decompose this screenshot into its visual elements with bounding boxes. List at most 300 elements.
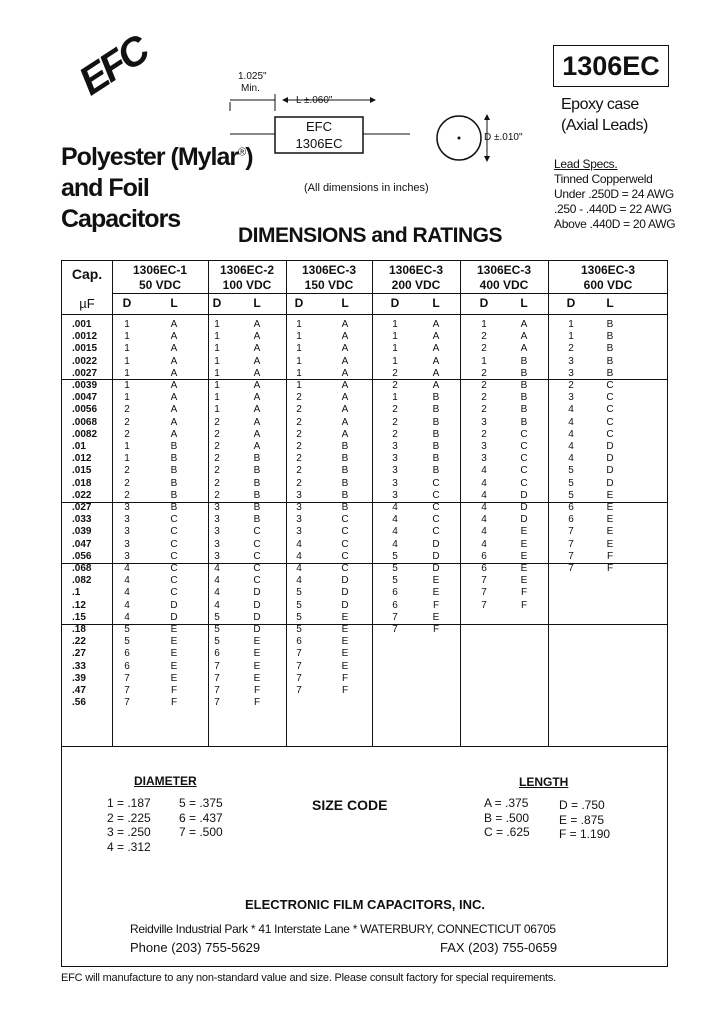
length-code: D (606, 477, 614, 489)
diameter-code: 1 (214, 343, 220, 355)
capacitance-value: .015 (72, 465, 92, 477)
series-voltage-header: 400 VDC (479, 278, 529, 292)
length-code: E (341, 611, 349, 623)
length-code: C (606, 380, 614, 392)
lead-specs-title: Lead Specs. (554, 157, 618, 171)
diameter-code: 3 (392, 453, 398, 465)
length-code: D (253, 624, 261, 636)
diameter-code: 2 (296, 392, 302, 404)
diameter-code: 3 (296, 489, 302, 501)
page-title-line-2: and Foil (61, 174, 149, 202)
diameter-code: 4 (214, 587, 220, 599)
diameter-code: 6 (124, 660, 130, 672)
diameter-code: 7 (568, 538, 574, 550)
length-tolerance-label: L ±.060" (296, 95, 333, 106)
length-code: F (253, 685, 261, 697)
diameter-code: 2 (124, 465, 130, 477)
diameter-code: 1 (296, 355, 302, 367)
length-code: B (432, 416, 440, 428)
capacitance-value: .0056 (72, 404, 98, 416)
length-code: D (606, 465, 614, 477)
length-code: F (170, 685, 178, 697)
capacitance-value: .0027 (72, 367, 98, 379)
length-code: B (520, 404, 528, 416)
length-code: C (170, 575, 178, 587)
length-code: B (606, 343, 614, 355)
diameter-code: 5 (392, 550, 398, 562)
diameter-code: 1 (124, 380, 130, 392)
length-code: B (170, 441, 178, 453)
l-header: L (341, 296, 349, 310)
diameter-code: 1 (568, 331, 574, 343)
diameter-code: 1 (481, 319, 487, 330)
diameter-code: 2 (296, 465, 302, 477)
length-code-column (330, 319, 360, 697)
capacitance-value: .022 (72, 489, 92, 501)
diameter-code: 4 (392, 502, 398, 514)
diameter-code: 3 (296, 526, 302, 538)
length-code: C (520, 465, 528, 477)
length-code: F (170, 697, 178, 709)
lead-spec-line: Under .250D = 24 AWG (554, 187, 674, 201)
diameter-code: 2 (392, 380, 398, 392)
length-code: C (170, 514, 178, 526)
length-code: C (253, 550, 261, 562)
diameter-code: 3 (568, 392, 574, 404)
length-code-column (421, 319, 451, 636)
length-code: B (520, 392, 528, 404)
subtitle-axial: (Axial Leads) (561, 117, 648, 134)
length-code: E (253, 660, 261, 672)
length-code: E (170, 672, 178, 684)
capacitance-value: .15 (72, 611, 86, 623)
length-code: A (341, 331, 349, 343)
section-heading: DIMENSIONS and RATINGS (238, 224, 502, 247)
length-code: F (606, 563, 614, 575)
length-code: B (253, 514, 261, 526)
company-fax: FAX (203) 755-0659 (440, 940, 558, 955)
length-code: E (170, 624, 178, 636)
diameter-code: 1 (124, 392, 130, 404)
length-code: A (520, 331, 528, 343)
diameter-code: 2 (392, 404, 398, 416)
length-code: C (253, 563, 261, 575)
diameter-code: 2 (392, 416, 398, 428)
diameter-code: 3 (214, 502, 220, 514)
diameter-code: 6 (214, 648, 220, 660)
length-code: A (253, 416, 261, 428)
length-code: D (253, 611, 261, 623)
diameter-code: 3 (124, 550, 130, 562)
diameter-code: 5 (214, 624, 220, 636)
length-code: B (170, 453, 178, 465)
length-code: B (253, 465, 261, 477)
series-name-header: 1306EC-3 (301, 263, 357, 277)
length-code: C (341, 538, 349, 550)
diameter-code: 2 (214, 428, 220, 440)
length-code: E (170, 636, 178, 648)
capacitance-value: .0047 (72, 392, 98, 404)
length-code: A (253, 404, 261, 416)
series-voltage-header: 600 VDC (583, 278, 633, 292)
length-code: E (341, 648, 349, 660)
length-code: A (341, 343, 349, 355)
length-code: A (253, 380, 261, 392)
length-code: A (341, 367, 349, 379)
diameter-code: 7 (214, 672, 220, 684)
length-code: D (520, 489, 528, 501)
diameter-code: 1 (296, 380, 302, 392)
length-code: D (170, 599, 178, 611)
diameter-code: 4 (392, 526, 398, 538)
capacitance-value: .22 (72, 636, 86, 648)
length-code: C (253, 526, 261, 538)
length-code: E (432, 611, 440, 623)
capacitance-value: .39 (72, 672, 86, 684)
length-code: C (253, 538, 261, 550)
length-code: A (432, 367, 440, 379)
diameter-code: 5 (124, 636, 130, 648)
diameter-code: 1 (392, 319, 398, 330)
diameter-code: 3 (568, 355, 574, 367)
diameter-code: 2 (214, 441, 220, 453)
diameter-code: 1 (214, 367, 220, 379)
diameter-code: 4 (124, 611, 130, 623)
length-code: E (253, 648, 261, 660)
length-legend-title: LENGTH (519, 775, 569, 789)
min-length-word: Min. (241, 83, 260, 94)
diameter-code: 1 (392, 343, 398, 355)
series-name-header: 1306EC-1 (132, 263, 188, 277)
length-code: B (253, 453, 261, 465)
length-code: B (341, 477, 349, 489)
company-name: ELECTRONIC FILM CAPACITORS, INC. (244, 897, 486, 912)
diameter-code: 3 (481, 453, 487, 465)
diameter-code: 3 (392, 477, 398, 489)
diameter-code: 3 (124, 514, 130, 526)
length-code: A (253, 355, 261, 367)
diameter-code: 1 (392, 392, 398, 404)
length-code: A (341, 319, 349, 330)
length-code: E (520, 526, 528, 538)
diameter-code: 7 (296, 648, 302, 660)
diameter-code: 1 (568, 319, 574, 330)
length-code: F (341, 685, 349, 697)
diameter-code: 7 (214, 685, 220, 697)
length-code: C (253, 575, 261, 587)
length-code: A (170, 367, 178, 379)
diameter-code: 5 (214, 611, 220, 623)
diameter-code: 6 (481, 563, 487, 575)
diameter-code: 7 (392, 624, 398, 636)
diameter-code: 1 (214, 404, 220, 416)
diameter-code: 1 (214, 319, 220, 330)
diameter-code: 2 (392, 367, 398, 379)
diameter-code: 2 (124, 477, 130, 489)
length-code: A (341, 404, 349, 416)
diameter-code: 2 (124, 416, 130, 428)
d-header: D (479, 296, 489, 310)
series-voltage-header: 100 VDC (222, 278, 272, 292)
series-voltage-header: 200 VDC (391, 278, 441, 292)
length-code: A (170, 355, 178, 367)
diameter-legend-title: DIAMETER (134, 774, 197, 788)
diameter-code: 7 (568, 550, 574, 562)
length-code: A (170, 319, 178, 330)
length-code: E (253, 672, 261, 684)
length-code: A (432, 355, 440, 367)
length-code: D (341, 599, 349, 611)
length-code: D (341, 575, 349, 587)
diameter-code: 4 (296, 538, 302, 550)
capacitance-value: .01 (72, 441, 86, 453)
length-code: D (520, 514, 528, 526)
page-title-line-1: Polyester (Mylar®) (61, 143, 253, 171)
diameter-code: 7 (481, 587, 487, 599)
length-code: C (432, 514, 440, 526)
capacitance-value: .27 (72, 648, 86, 660)
length-code: C (520, 428, 528, 440)
model-number-box: 1306EC (553, 45, 669, 87)
length-code: A (170, 428, 178, 440)
diameter-code: 3 (214, 526, 220, 538)
ratings-table (61, 260, 668, 967)
diameter-code: 2 (568, 343, 574, 355)
efc-logo: EFC (71, 28, 155, 104)
length-code: A (520, 319, 528, 330)
diameter-code: 1 (296, 331, 302, 343)
diameter-code: 2 (296, 428, 302, 440)
length-code: B (606, 331, 614, 343)
series-voltage-header: 50 VDC (138, 278, 182, 292)
diameter-code: 1 (214, 380, 220, 392)
diameter-code: 2 (296, 477, 302, 489)
diameter-code: 5 (296, 624, 302, 636)
l-header: L (606, 296, 614, 310)
length-code: E (606, 538, 614, 550)
diameter-code: 3 (214, 538, 220, 550)
length-code: A (432, 380, 440, 392)
diameter-code: 2 (214, 477, 220, 489)
capacitance-value: .0015 (72, 343, 98, 355)
length-code: B (170, 502, 178, 514)
capacitance-value: .18 (72, 624, 86, 636)
length-code-column (595, 319, 625, 575)
diameter-code: 5 (214, 636, 220, 648)
length-code: E (520, 538, 528, 550)
length-code: E (432, 587, 440, 599)
length-code: A (253, 428, 261, 440)
diameter-code: 2 (214, 465, 220, 477)
length-code: A (341, 355, 349, 367)
capacitance-column (62, 319, 114, 710)
diameter-code: 5 (124, 624, 130, 636)
length-code: B (170, 477, 178, 489)
diameter-code-column (380, 319, 410, 636)
l-header: L (253, 296, 261, 310)
length-code: C (520, 477, 528, 489)
diameter-code: 4 (214, 563, 220, 575)
diameter-code: 1 (124, 441, 130, 453)
diameter-code: 4 (124, 575, 130, 587)
series-name-header: 1306EC-3 (580, 263, 636, 277)
diameter-code: 2 (481, 367, 487, 379)
diameter-code: 5 (392, 563, 398, 575)
min-length-label: 1.025" (238, 71, 267, 82)
length-code: A (432, 331, 440, 343)
length-code: C (341, 526, 349, 538)
length-code: C (341, 563, 349, 575)
capacitance-value: .033 (72, 514, 92, 526)
diameter-code: 2 (481, 343, 487, 355)
capacitance-value: .082 (72, 575, 92, 587)
length-code: E (606, 514, 614, 526)
length-code: C (432, 489, 440, 501)
diameter-code: 3 (568, 367, 574, 379)
length-code: E (520, 563, 528, 575)
subtitle-epoxy: Epoxy case (561, 96, 639, 113)
d-header: D (294, 296, 304, 310)
length-code: C (520, 453, 528, 465)
length-code: B (606, 319, 614, 330)
series-name-header: 1306EC-3 (476, 263, 532, 277)
diameter-code: 3 (124, 538, 130, 550)
length-code: B (253, 489, 261, 501)
capacitance-value: .33 (72, 660, 86, 672)
length-code: B (341, 489, 349, 501)
diameter-code: 7 (568, 526, 574, 538)
diameter-code: 2 (296, 404, 302, 416)
diameter-code: 7 (296, 685, 302, 697)
length-code: A (432, 319, 440, 330)
series-name-header: 1306EC-3 (388, 263, 444, 277)
diameter-code: 4 (481, 526, 487, 538)
cap-header: Cap. (71, 266, 103, 282)
diameter-code: 4 (392, 514, 398, 526)
diameter-code: 3 (124, 502, 130, 514)
diameter-code: 2 (296, 441, 302, 453)
length-code: C (606, 416, 614, 428)
diameter-code: 4 (214, 575, 220, 587)
diameter-code: 3 (296, 514, 302, 526)
length-code: D (520, 502, 528, 514)
diameter-code: 4 (124, 599, 130, 611)
length-legend-col2: D = .750 E = .875 F = 1.190 (559, 798, 611, 841)
d-header: D (390, 296, 400, 310)
length-code: C (432, 526, 440, 538)
length-code: A (170, 343, 178, 355)
capacitance-value: .068 (72, 563, 92, 575)
length-code: A (170, 331, 178, 343)
length-code: E (170, 660, 178, 672)
diameter-legend-col1: 1 = .187 2 = .225 3 = .250 4 = .312 (107, 796, 151, 854)
d-header: D (212, 296, 222, 310)
length-code: E (606, 526, 614, 538)
length-code: C (170, 526, 178, 538)
diameter-code: 1 (124, 367, 130, 379)
capacitance-value: .0012 (72, 331, 98, 343)
diameter-code: 2 (214, 453, 220, 465)
diameter-code: 1 (392, 331, 398, 343)
diameter-code: 1 (124, 453, 130, 465)
footer-note: EFC will manufacture to any non-standard value and size. Please consult factory for special requirements. (61, 972, 557, 984)
diameter-code: 2 (296, 416, 302, 428)
diameter-code: 3 (392, 441, 398, 453)
length-code: B (341, 453, 349, 465)
length-code: A (520, 343, 528, 355)
diameter-code: 2 (214, 489, 220, 501)
length-code: C (606, 428, 614, 440)
length-code: A (341, 416, 349, 428)
length-code: E (341, 660, 349, 672)
diameter-code: 6 (392, 587, 398, 599)
length-code: A (253, 367, 261, 379)
length-code: C (170, 538, 178, 550)
length-code: D (253, 599, 261, 611)
capacitor-body-label-2: 1306EC (295, 136, 343, 151)
length-code: D (432, 550, 440, 562)
diameter-legend-col2: 5 = .375 6 = .437 7 = .500 (179, 796, 223, 839)
length-code: C (606, 404, 614, 416)
length-code: A (341, 392, 349, 404)
length-code: D (170, 611, 178, 623)
capacitance-value: .47 (72, 685, 86, 697)
diameter-code: 7 (214, 660, 220, 672)
length-code: B (432, 404, 440, 416)
company-address: Reidville Industrial Park * 41 Interstate Lane * WATERBURY, CONNECTICUT 06705 (130, 922, 556, 936)
diameter-code: 2 (481, 380, 487, 392)
length-code: F (606, 550, 614, 562)
length-code: A (170, 416, 178, 428)
diameter-code: 5 (296, 587, 302, 599)
length-code: B (253, 502, 261, 514)
capacitance-value: .018 (72, 477, 92, 489)
diameter-code: 7 (124, 685, 130, 697)
diameter-code: 4 (481, 502, 487, 514)
series-voltage-header: 150 VDC (304, 278, 354, 292)
length-code: C (170, 550, 178, 562)
diameter-code: 6 (124, 648, 130, 660)
diameter-code: 1 (296, 343, 302, 355)
diameter-code: 4 (568, 453, 574, 465)
length-code: E (606, 502, 614, 514)
diameter-code: 4 (481, 465, 487, 477)
length-code: C (170, 563, 178, 575)
diameter-code: 2 (124, 489, 130, 501)
diameter-code: 2 (124, 428, 130, 440)
diameter-code: 4 (392, 538, 398, 550)
length-code: A (253, 441, 261, 453)
length-legend-col1: A = .375 B = .500 C = .625 (484, 796, 530, 839)
length-code: E (432, 575, 440, 587)
length-code: B (341, 441, 349, 453)
diameter-code: 4 (214, 599, 220, 611)
diameter-tolerance-label: D ±.010" (484, 132, 523, 143)
size-code-label: SIZE CODE (312, 797, 388, 813)
length-code: F (253, 697, 261, 709)
capacitor-body-label-1: EFC (306, 119, 332, 134)
length-code: E (520, 575, 528, 587)
length-code: F (520, 587, 528, 599)
length-code: C (341, 550, 349, 562)
length-code: A (432, 343, 440, 355)
diameter-code: 5 (296, 599, 302, 611)
length-code: A (170, 404, 178, 416)
length-code: E (341, 636, 349, 648)
diameter-code: 1 (392, 355, 398, 367)
length-code: B (606, 355, 614, 367)
diameter-code: 7 (568, 563, 574, 575)
